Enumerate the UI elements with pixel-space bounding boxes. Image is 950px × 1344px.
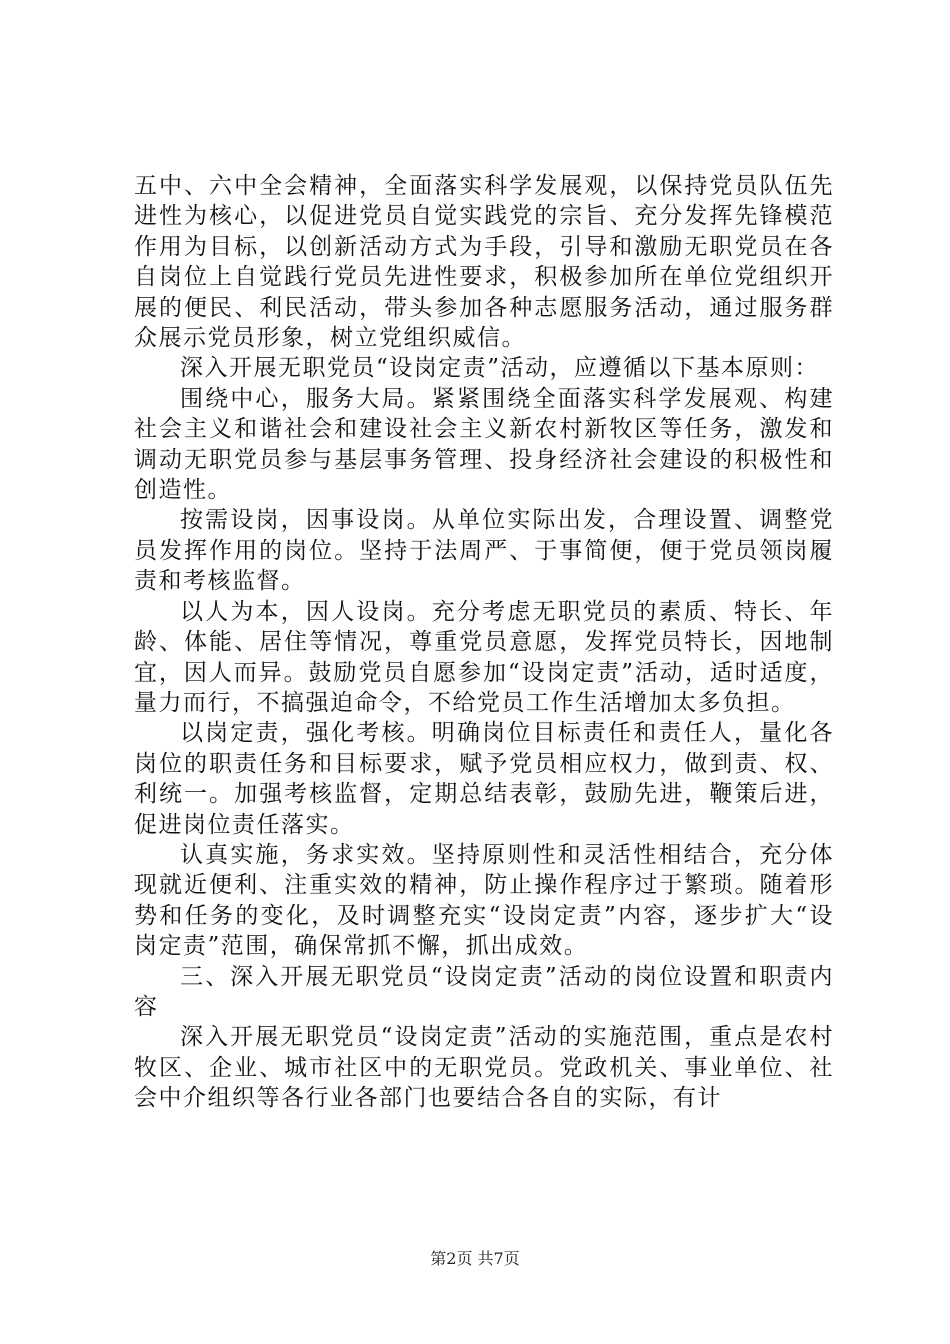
section-heading-three: 三、深入开展无职党员“设岗定责”活动的岗位设置和职责内容 bbox=[134, 963, 834, 1020]
paragraph-scope: 深入开展无职党员“设岗定责”活动的实施范围，重点是农村牧区、企业、城市社区中的无职党员。党政机关、事业单位、社会中介组织等各行业各部门也要结合各自的实际，有计 bbox=[134, 1024, 834, 1112]
paragraph-basic-principles-intro: 深入开展无职党员“设岗定责”活动，应遵循以下基本原则： bbox=[180, 355, 820, 382]
paragraph-principle-people: 以人为本，因人设岗。充分考虑无职党员的素质、特长、年龄、体能、居住等情况，尊重党员意愿，发挥党员特长，因地制宜，因人而异。鼓励党员自愿参加“设岗定责”活动，适时适度，量力而行，不搞强迫命令，不给党员工作生活增加太多负担。 bbox=[134, 598, 834, 716]
paragraph-principle-implementation: 认真实施，务求实效。坚持原则性和灵活性相结合，充分体现就近便利、注重实效的精神，防止操作程序过于繁琐。随着形势和任务的变化，及时调整充实“设岗定责”内容，逐步扩大“设岗定责”范围，确保常抓不懈，抓出成效。 bbox=[134, 841, 834, 960]
body-text bbox=[134, 171, 834, 1114]
paragraph-guiding-thought: 五中、六中全会精神，全面落实科学发展观，以保持党员队伍先进性为核心，以促进党员自觉实践党的宗旨、充分发挥先锋模范作用为目标，以创新活动方式为手段，引导和激励无职党员在各自岗位上自觉践行党员先进性要求，积极参加所在单位党组织开展的便民、利民活动，带头参加各种志愿服务活动，通过服务群众展示党员形象，树立党组织威信。 bbox=[134, 173, 834, 352]
paragraph-principle-center: 围绕中心，服务大局。紧紧围绕全面落实科学发展观、构建社会主义和谐社会和建设社会主义新农村新牧区等任务，激发和调动无职党员参与基层事务管理、投身经济社会建设的积极性和创造性。 bbox=[134, 385, 834, 504]
paragraph-principle-duty: 以岗定责，强化考核。明确岗位目标责任和责任人，量化各岗位的职责任务和目标要求，赋予党员相应权力，做到责、权、利统一。加强考核监督，定期总结表彰，鼓励先进，鞭策后进，促进岗位责任落实。 bbox=[134, 720, 834, 838]
page-footer: 第2页 共7页 bbox=[430, 1249, 520, 1268]
paragraph-principle-demand: 按需设岗，因事设岗。从单位实际出发，合理设置、调整党员发挥作用的岗位。坚持于法周严、于事简便，便于党员领岗履责和考核监督。 bbox=[134, 507, 834, 595]
